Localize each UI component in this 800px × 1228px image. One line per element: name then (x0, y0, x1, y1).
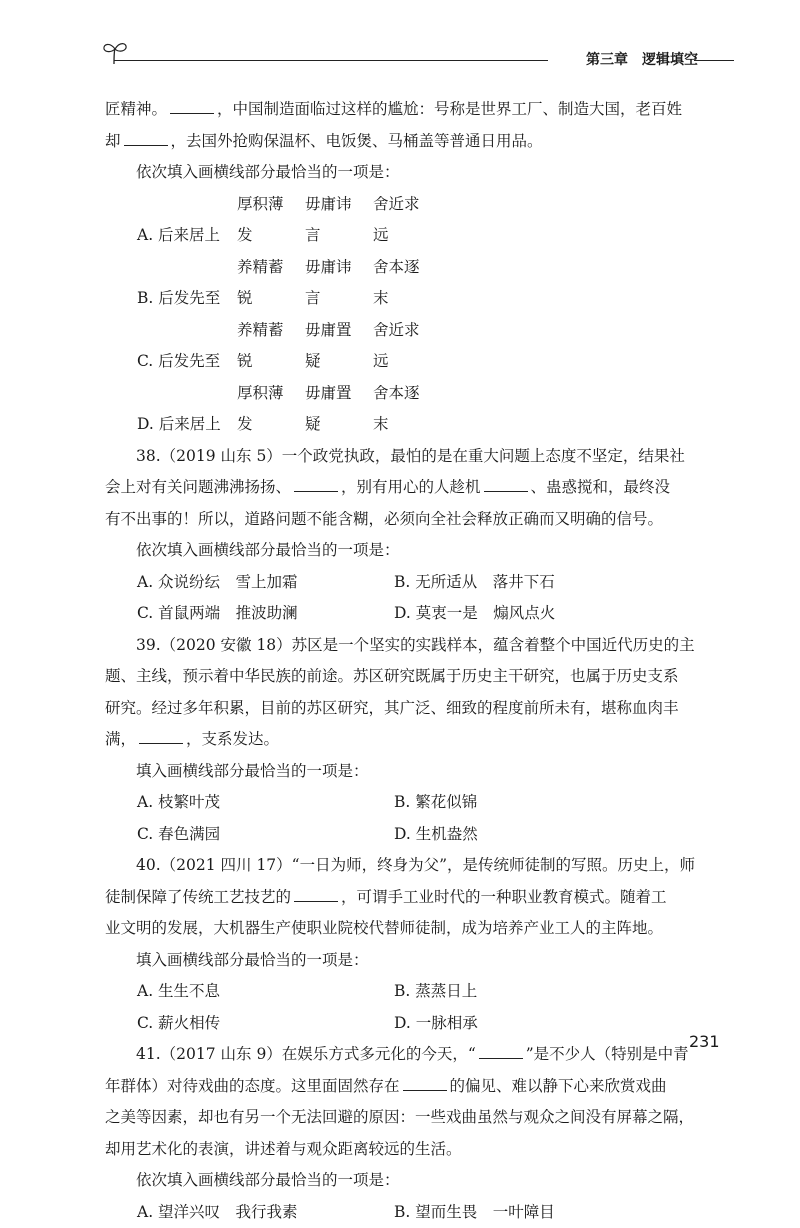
q41-option-a: A. 望洋兴叹 我行我素 (137, 1197, 394, 1228)
q40-options-row-2 (137, 1008, 701, 1040)
intro-line-1: 匠精神。 ，中国制造面临过这样的尴尬：号称是世界工厂、制造大国，老百姓 (105, 94, 701, 126)
q41-options-row-1 (137, 1197, 701, 1228)
blank (170, 99, 214, 114)
q38-text-1: 38.（2019 山东 5）一个政党执政，最怕的是在重大问题上态度不坚定，结果社 (105, 441, 701, 473)
blank (479, 1044, 523, 1059)
q41-text-4: 却用艺术化的表演，讲述着与观众距离较远的生活。 (105, 1134, 701, 1166)
q39-options-row-2 (137, 819, 701, 851)
page-number: 231 (689, 1032, 720, 1051)
q40-option-d: D. 一脉相承 (394, 1008, 651, 1040)
q38-option-c: C. 首鼠两端 推波助澜 (137, 598, 394, 630)
q40-text-3: 业文明的发展，大机器生产使职业院校代替师徒制，成为培养产业工人的主阵地。 (105, 913, 701, 945)
q41-text-3: 之美等因素，却也有另一个无法回避的原因：一些戏曲虽然与观众之间没有屏幕之隔， (105, 1102, 701, 1134)
q38-option-a: A. 众说纷纭 雪上加霜 (137, 567, 394, 599)
intro-option-d: D. 后来居上厚积薄发毋庸置疑舍本逐末 (137, 378, 701, 441)
q39-option-c: C. 春色满园 (137, 819, 394, 851)
section-title: 逻辑填空 (642, 52, 698, 68)
q38-option-d: D. 莫衷一是 煽风点火 (394, 598, 651, 630)
q40-option-c: C. 薪火相传 (137, 1008, 394, 1040)
q39-prompt: 填入画横线部分最恰当的一项是： (105, 756, 701, 788)
q38-text-2: 会上对有关问题沸沸扬扬、 ，别有用心的人趁机 、蛊惑搅和，最终没 (105, 472, 701, 504)
q39-text-4: 满， ，支系发达。 (105, 724, 701, 756)
q38-text-3: 有不出事的！所以，道路问题不能含糊，必须向全社会释放正确而又明确的信号。 (105, 504, 701, 536)
q39-options-row-1 (137, 787, 701, 819)
q40-prompt: 填入画横线部分最恰当的一项是： (105, 945, 701, 977)
header-rule-right (694, 60, 734, 61)
q40-text-1: 40.（2021 四川 17）“一日为师，终身为父”，是传统师徒制的写照。历史上，师 (105, 850, 701, 882)
page-header (100, 40, 720, 70)
blank (403, 1076, 447, 1091)
intro-prompt: 依次填入画横线部分最恰当的一项是： (105, 157, 701, 189)
header-rule-left (114, 60, 548, 61)
blank (294, 887, 338, 902)
intro-option-b: B. 后发先至养精蓄锐毋庸讳言舍本逐末 (137, 252, 701, 315)
q39-option-d: D. 生机盎然 (394, 819, 651, 851)
q39-option-b: B. 繁花似锦 (394, 787, 651, 819)
q38-prompt: 依次填入画横线部分最恰当的一项是： (105, 535, 701, 567)
q40-options-row-1 (137, 976, 701, 1008)
q40-option-a: A. 生生不息 (137, 976, 394, 1008)
blank (124, 131, 168, 146)
q41-text-2: 年群体）对待戏曲的态度。这里面固然存在 的偏见、难以静下心来欣赏戏曲 (105, 1071, 701, 1103)
page-content (105, 94, 701, 1228)
intro-line-2: 却 ，去国外抢购保温杯、电饭煲、马桶盖等普通日用品。 (105, 126, 701, 158)
chapter-label: 第三章 (586, 52, 628, 68)
q39-option-a: A. 枝繁叶茂 (137, 787, 394, 819)
blank (484, 477, 528, 492)
q38-options-row-1 (137, 567, 701, 599)
q41-text-1: 41.（2017 山东 9）在娱乐方式多元化的今天，“ ”是不少人（特别是中青 (105, 1039, 701, 1071)
q40-text-2: 徒制保障了传统工艺技艺的 ，可谓手工业时代的一种职业教育模式。随着工 (105, 882, 701, 914)
q41-option-b: B. 望而生畏 一叶障目 (394, 1197, 651, 1228)
blank (139, 729, 183, 744)
blank (294, 477, 338, 492)
q40-option-b: B. 蒸蒸日上 (394, 976, 651, 1008)
q41-prompt: 依次填入画横线部分最恰当的一项是： (105, 1165, 701, 1197)
q38-option-b: B. 无所适从 落井下石 (394, 567, 651, 599)
sprout-icon (100, 40, 130, 66)
q38-options-row-2 (137, 598, 701, 630)
intro-option-c: C. 后发先至养精蓄锐毋庸置疑舍近求远 (137, 315, 701, 378)
header-title (572, 49, 698, 69)
intro-option-a: A. 后来居上厚积薄发毋庸讳言舍近求远 (137, 189, 701, 252)
q39-text-1: 39.（2020 安徽 18）苏区是一个坚实的实践样本，蕴含着整个中国近代历史的主 (105, 630, 701, 662)
q39-text-3: 研究。经过多年积累，目前的苏区研究，其广泛、细致的程度前所未有，堪称血肉丰 (105, 693, 701, 725)
q39-text-2: 题、主线，预示着中华民族的前途。苏区研究既属于历史主干研究，也属于历史支系 (105, 661, 701, 693)
